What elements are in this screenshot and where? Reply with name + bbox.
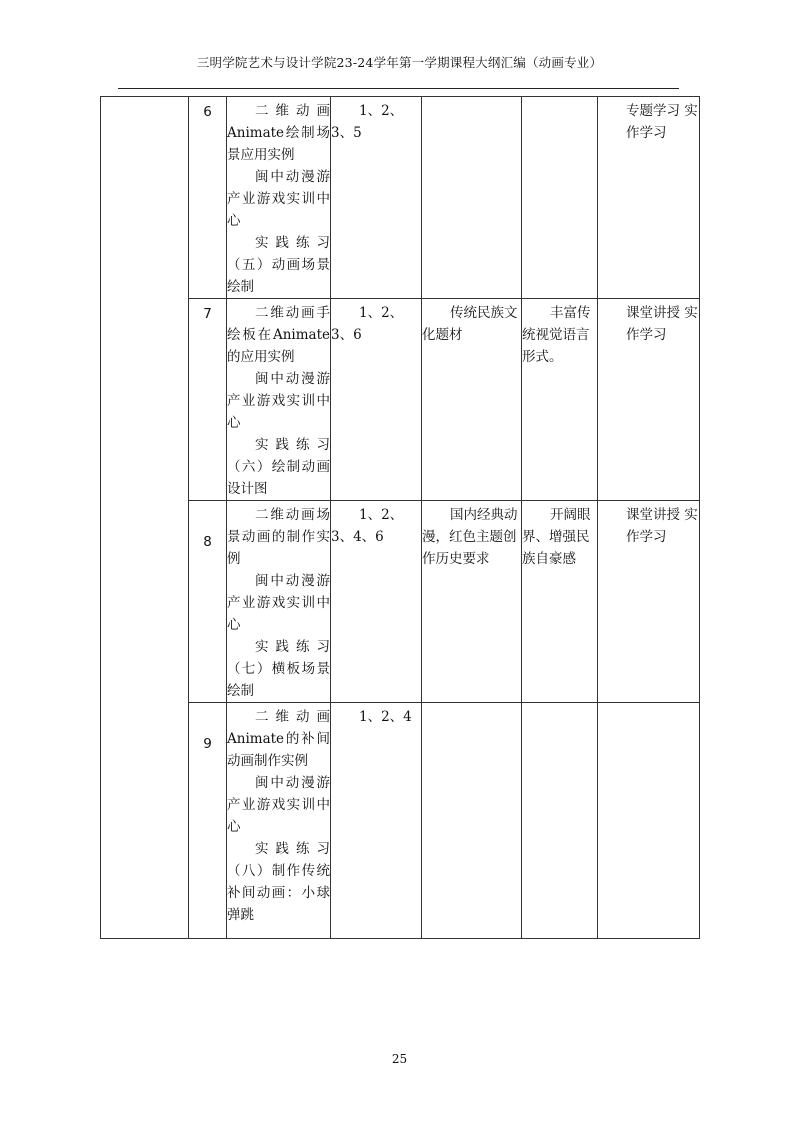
method-cell: 专题学习 实作学习: [598, 97, 700, 299]
goal-cell: [522, 703, 598, 939]
content-line: 闽中动漫游产业游戏实训中心: [227, 775, 330, 835]
week-number: 8: [189, 501, 227, 703]
objectives-cell: 1、2、3、6: [331, 299, 422, 501]
content-line: 二维动画Animate的补间动画制作实例: [227, 709, 330, 769]
content-line: 二维动画场景动画的制作实例: [227, 507, 330, 567]
goal-cell: 开阔眼界、增强民族自豪感: [522, 501, 598, 703]
content-line: 闽中动漫游产业游戏实训中心: [227, 371, 330, 431]
goal-cell: 丰富传统视觉语言形式。: [522, 299, 598, 501]
week-number: 6: [189, 97, 227, 299]
method-cell: [598, 703, 700, 939]
ideology-cell: 传统民族文化题材: [422, 299, 522, 501]
content-cell: [227, 299, 331, 501]
content-cell: [227, 97, 331, 299]
week-number: 7: [189, 299, 227, 501]
content-line: 实践练习（六）绘制动画设计图: [227, 437, 330, 497]
syllabus-table: [100, 96, 700, 939]
content-line: 实践练习（五）动画场景绘制: [227, 235, 330, 295]
content-line: 闽中动漫游产业游戏实训中心: [227, 573, 330, 633]
content-cell: [227, 501, 331, 703]
table-row: [101, 703, 700, 939]
objectives-cell: 1、2、3、4、6: [331, 501, 422, 703]
content-line: 闽中动漫游产业游戏实训中心: [227, 169, 330, 229]
header-rule: [118, 88, 679, 89]
page-number: 25: [391, 1052, 408, 1066]
method-cell: 课堂讲授 实作学习: [598, 501, 700, 703]
table-row: [101, 299, 700, 501]
content-line: 实践练习（八）制作传统补间动画：小球弹跳: [227, 841, 330, 923]
content-line: 二维动画手绘板在Animate的应用实例: [227, 305, 330, 365]
objectives-cell: 1、2、3、5: [331, 97, 422, 299]
table-row: [101, 97, 700, 299]
ideology-cell: 国内经典动漫，红色主题创作历史要求: [422, 501, 522, 703]
week-number: 9: [189, 703, 227, 939]
module-cell: [101, 97, 189, 939]
page-header: 三明学院艺术与设计学院23-24学年第一学期课程大纲汇编（动画专业）: [196, 55, 603, 70]
ideology-cell: [422, 703, 522, 939]
content-line: 实践练习（七）横板场景绘制: [227, 639, 330, 699]
goal-cell: [522, 97, 598, 299]
method-cell: 课堂讲授 实作学习: [598, 299, 700, 501]
table-row: [101, 501, 700, 703]
objectives-cell: 1、2、4: [331, 703, 422, 939]
ideology-cell: [422, 97, 522, 299]
content-line: 二维动画Animate绘制场景应用实例: [227, 103, 330, 163]
content-cell: [227, 703, 331, 939]
